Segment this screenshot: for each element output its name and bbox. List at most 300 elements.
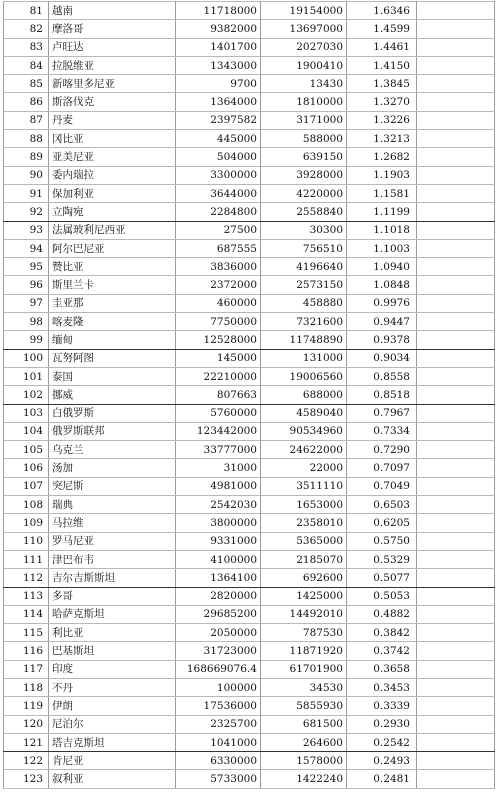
rank-cell: 108 — [4, 496, 49, 514]
value-2-cell: 5855930 — [261, 697, 347, 715]
ratio-cell: 0.6503 — [347, 496, 417, 514]
value-1-cell: 33777000 — [176, 441, 261, 459]
value-2-cell: 756510 — [261, 239, 347, 257]
empty-cell — [417, 605, 495, 623]
empty-cell — [417, 770, 495, 788]
table-row — [4, 514, 495, 532]
empty-cell — [417, 313, 495, 331]
table-row — [4, 624, 495, 642]
country-name-cell: 亚美尼亚 — [49, 148, 176, 166]
empty-cell — [417, 349, 495, 367]
value-2-cell: 19006560 — [261, 367, 347, 385]
table-row — [4, 38, 495, 56]
ratio-cell: 1.3226 — [347, 111, 417, 129]
empty-cell — [417, 459, 495, 477]
ratio-cell: 0.7049 — [347, 477, 417, 495]
country-name-cell: 肯尼亚 — [49, 752, 176, 770]
ratio-cell: 0.5750 — [347, 532, 417, 550]
country-name-cell: 塔吉克斯坦 — [49, 733, 176, 751]
table-row — [4, 75, 495, 93]
value-1-cell: 123442000 — [176, 422, 261, 440]
country-name-cell: 新喀里多尼亚 — [49, 75, 176, 93]
value-1-cell: 29685200 — [176, 605, 261, 623]
country-name-cell: 斯里兰卡 — [49, 276, 176, 294]
value-2-cell: 1810000 — [261, 93, 347, 111]
table-row — [4, 56, 495, 74]
ratio-cell: 1.0848 — [347, 276, 417, 294]
table-row — [4, 148, 495, 166]
empty-cell — [417, 386, 495, 404]
country-name-cell: 哈萨克斯坦 — [49, 605, 176, 623]
rank-cell: 116 — [4, 642, 49, 660]
country-name-cell: 喀麦隆 — [49, 313, 176, 331]
ratio-cell: 1.3845 — [347, 75, 417, 93]
table-row — [4, 203, 495, 221]
rank-cell: 118 — [4, 678, 49, 696]
value-2-cell: 787530 — [261, 624, 347, 642]
value-1-cell: 27500 — [176, 221, 261, 239]
empty-cell — [417, 294, 495, 312]
ratio-cell: 0.5077 — [347, 569, 417, 587]
ratio-cell: 0.2481 — [347, 770, 417, 788]
value-2-cell: 19154000 — [261, 2, 347, 20]
country-name-cell: 挪威 — [49, 386, 176, 404]
table-row — [4, 550, 495, 568]
table-row — [4, 642, 495, 660]
rank-cell: 92 — [4, 203, 49, 221]
rank-cell: 84 — [4, 56, 49, 74]
country-name-cell: 阿尔巴尼亚 — [49, 239, 176, 257]
rank-cell: 82 — [4, 20, 49, 38]
value-2-cell: 2027030 — [261, 38, 347, 56]
value-2-cell: 1900410 — [261, 56, 347, 74]
rank-cell: 120 — [4, 715, 49, 733]
ratio-cell: 1.6346 — [347, 2, 417, 20]
rank-cell: 109 — [4, 514, 49, 532]
value-2-cell: 2185070 — [261, 550, 347, 568]
value-2-cell: 11748890 — [261, 331, 347, 349]
value-1-cell: 3836000 — [176, 258, 261, 276]
value-2-cell: 681500 — [261, 715, 347, 733]
ratio-cell: 1.1003 — [347, 239, 417, 257]
value-1-cell: 3300000 — [176, 166, 261, 184]
empty-cell — [417, 532, 495, 550]
table-row — [4, 166, 495, 184]
country-name-cell: 圭亚那 — [49, 294, 176, 312]
country-name-cell: 伊朗 — [49, 697, 176, 715]
value-1-cell: 17536000 — [176, 697, 261, 715]
rank-cell: 97 — [4, 294, 49, 312]
ratio-cell: 0.7290 — [347, 441, 417, 459]
ratio-cell: 0.2542 — [347, 733, 417, 751]
table-row — [4, 752, 495, 770]
empty-cell — [417, 258, 495, 276]
table-row — [4, 660, 495, 678]
country-name-cell: 尼泊尔 — [49, 715, 176, 733]
value-2-cell: 90534960 — [261, 422, 347, 440]
ratio-cell: 0.9034 — [347, 349, 417, 367]
rank-cell: 98 — [4, 313, 49, 331]
table-row — [4, 459, 495, 477]
value-1-cell: 687555 — [176, 239, 261, 257]
value-1-cell: 2372000 — [176, 276, 261, 294]
empty-cell — [417, 587, 495, 605]
value-2-cell: 264600 — [261, 733, 347, 751]
table-row — [4, 697, 495, 715]
empty-cell — [417, 569, 495, 587]
rank-cell: 99 — [4, 331, 49, 349]
table-row — [4, 770, 495, 788]
empty-cell — [417, 496, 495, 514]
rank-cell: 122 — [4, 752, 49, 770]
table-row — [4, 367, 495, 385]
table-row — [4, 313, 495, 331]
empty-cell — [417, 239, 495, 257]
value-2-cell: 30300 — [261, 221, 347, 239]
rank-cell: 96 — [4, 276, 49, 294]
rank-cell: 86 — [4, 93, 49, 111]
rank-cell: 100 — [4, 349, 49, 367]
value-1-cell: 31000 — [176, 459, 261, 477]
value-1-cell: 22210000 — [176, 367, 261, 385]
table-row — [4, 2, 495, 20]
value-2-cell: 4589040 — [261, 404, 347, 422]
rank-cell: 123 — [4, 770, 49, 788]
ratio-cell: 0.4882 — [347, 605, 417, 623]
empty-cell — [417, 20, 495, 38]
value-1-cell: 1343000 — [176, 56, 261, 74]
value-1-cell: 7750000 — [176, 313, 261, 331]
value-2-cell: 22000 — [261, 459, 347, 477]
table-row — [4, 20, 495, 38]
value-2-cell: 34530 — [261, 678, 347, 696]
ratio-cell: 0.2930 — [347, 715, 417, 733]
value-1-cell: 31723000 — [176, 642, 261, 660]
table-row — [4, 184, 495, 202]
ratio-cell: 0.3339 — [347, 697, 417, 715]
empty-cell — [417, 148, 495, 166]
ratio-cell: 0.7097 — [347, 459, 417, 477]
ratio-cell: 1.2682 — [347, 148, 417, 166]
table-row — [4, 733, 495, 751]
ratio-cell: 1.0940 — [347, 258, 417, 276]
value-1-cell: 2542030 — [176, 496, 261, 514]
value-1-cell: 9331000 — [176, 532, 261, 550]
country-name-cell: 多哥 — [49, 587, 176, 605]
value-2-cell: 5365000 — [261, 532, 347, 550]
empty-cell — [417, 514, 495, 532]
ratio-cell: 1.3270 — [347, 93, 417, 111]
value-2-cell: 1425000 — [261, 587, 347, 605]
value-1-cell: 9700 — [176, 75, 261, 93]
ratio-cell: 1.4599 — [347, 20, 417, 38]
rank-cell: 83 — [4, 38, 49, 56]
ratio-cell: 0.7967 — [347, 404, 417, 422]
ratio-cell: 1.4461 — [347, 38, 417, 56]
empty-cell — [417, 184, 495, 202]
value-2-cell: 639150 — [261, 148, 347, 166]
value-2-cell: 688000 — [261, 386, 347, 404]
empty-cell — [417, 477, 495, 495]
empty-cell — [417, 715, 495, 733]
ratio-cell: 0.2493 — [347, 752, 417, 770]
country-name-cell: 罗马尼亚 — [49, 532, 176, 550]
table-row — [4, 294, 495, 312]
ratio-cell: 1.1903 — [347, 166, 417, 184]
value-1-cell: 2284800 — [176, 203, 261, 221]
value-2-cell: 61701900 — [261, 660, 347, 678]
empty-cell — [417, 550, 495, 568]
empty-cell — [417, 276, 495, 294]
value-2-cell: 13430 — [261, 75, 347, 93]
rank-cell: 85 — [4, 75, 49, 93]
value-1-cell: 1041000 — [176, 733, 261, 751]
table-row — [4, 532, 495, 550]
table-row — [4, 239, 495, 257]
value-1-cell: 445000 — [176, 130, 261, 148]
rank-cell: 93 — [4, 221, 49, 239]
empty-cell — [417, 404, 495, 422]
table-row — [4, 349, 495, 367]
country-name-cell: 越南 — [49, 2, 176, 20]
value-1-cell: 11718000 — [176, 2, 261, 20]
table-row — [4, 441, 495, 459]
value-1-cell: 2325700 — [176, 715, 261, 733]
rank-cell: 91 — [4, 184, 49, 202]
ratio-cell: 0.6205 — [347, 514, 417, 532]
rank-cell: 110 — [4, 532, 49, 550]
country-name-cell: 冈比亚 — [49, 130, 176, 148]
rank-cell: 89 — [4, 148, 49, 166]
table-body — [4, 2, 495, 789]
rank-cell: 102 — [4, 386, 49, 404]
value-2-cell: 458880 — [261, 294, 347, 312]
country-name-cell: 白俄罗斯 — [49, 404, 176, 422]
value-1-cell: 4981000 — [176, 477, 261, 495]
empty-cell — [417, 624, 495, 642]
rank-cell: 121 — [4, 733, 49, 751]
value-1-cell: 2050000 — [176, 624, 261, 642]
country-name-cell: 印度 — [49, 660, 176, 678]
ratio-cell: 0.3742 — [347, 642, 417, 660]
rank-cell: 113 — [4, 587, 49, 605]
ratio-cell: 1.4150 — [347, 56, 417, 74]
value-2-cell: 692600 — [261, 569, 347, 587]
table-row — [4, 130, 495, 148]
value-2-cell: 11871920 — [261, 642, 347, 660]
value-2-cell: 3928000 — [261, 166, 347, 184]
ratio-cell: 0.3658 — [347, 660, 417, 678]
empty-cell — [417, 130, 495, 148]
country-name-cell: 津巴布韦 — [49, 550, 176, 568]
value-1-cell: 12528000 — [176, 331, 261, 349]
rank-cell: 104 — [4, 422, 49, 440]
country-name-cell: 俄罗斯联邦 — [49, 422, 176, 440]
value-2-cell: 1653000 — [261, 496, 347, 514]
table-row — [4, 276, 495, 294]
ratio-cell: 0.7334 — [347, 422, 417, 440]
value-1-cell: 3644000 — [176, 184, 261, 202]
country-name-cell: 拉脱维亚 — [49, 56, 176, 74]
ratio-cell: 1.1018 — [347, 221, 417, 239]
rank-cell: 94 — [4, 239, 49, 257]
country-name-cell: 委内瑞拉 — [49, 166, 176, 184]
country-name-cell: 乌克兰 — [49, 441, 176, 459]
value-2-cell: 3171000 — [261, 111, 347, 129]
table-row — [4, 258, 495, 276]
country-data-table — [3, 1, 495, 789]
rank-cell: 90 — [4, 166, 49, 184]
empty-cell — [417, 642, 495, 660]
country-name-cell: 立陶宛 — [49, 203, 176, 221]
rank-cell: 115 — [4, 624, 49, 642]
ratio-cell: 0.5329 — [347, 550, 417, 568]
empty-cell — [417, 697, 495, 715]
country-name-cell: 瓦努阿图 — [49, 349, 176, 367]
table-row — [4, 605, 495, 623]
value-1-cell: 5760000 — [176, 404, 261, 422]
value-2-cell: 24622000 — [261, 441, 347, 459]
ratio-cell: 0.5053 — [347, 587, 417, 605]
table-row — [4, 422, 495, 440]
ratio-cell: 0.3842 — [347, 624, 417, 642]
rank-cell: 119 — [4, 697, 49, 715]
empty-cell — [417, 422, 495, 440]
value-2-cell: 1422240 — [261, 770, 347, 788]
table-row — [4, 496, 495, 514]
rank-cell: 107 — [4, 477, 49, 495]
country-name-cell: 不丹 — [49, 678, 176, 696]
value-1-cell: 1364100 — [176, 569, 261, 587]
country-name-cell: 保加利亚 — [49, 184, 176, 202]
rank-cell: 114 — [4, 605, 49, 623]
value-2-cell: 3511110 — [261, 477, 347, 495]
value-1-cell: 5733000 — [176, 770, 261, 788]
table-row — [4, 404, 495, 422]
value-1-cell: 1401700 — [176, 38, 261, 56]
value-2-cell: 14492010 — [261, 605, 347, 623]
value-1-cell: 6330000 — [176, 752, 261, 770]
table-row — [4, 569, 495, 587]
rank-cell: 95 — [4, 258, 49, 276]
country-name-cell: 叙利亚 — [49, 770, 176, 788]
empty-cell — [417, 2, 495, 20]
empty-cell — [417, 733, 495, 751]
country-name-cell: 赞比亚 — [49, 258, 176, 276]
empty-cell — [417, 660, 495, 678]
value-2-cell: 13697000 — [261, 20, 347, 38]
value-1-cell: 2397582 — [176, 111, 261, 129]
empty-cell — [417, 75, 495, 93]
value-1-cell: 3800000 — [176, 514, 261, 532]
value-2-cell: 2573150 — [261, 276, 347, 294]
value-1-cell: 460000 — [176, 294, 261, 312]
value-1-cell: 145000 — [176, 349, 261, 367]
rank-cell: 112 — [4, 569, 49, 587]
rank-cell: 88 — [4, 130, 49, 148]
rank-cell: 87 — [4, 111, 49, 129]
ratio-cell: 0.9378 — [347, 331, 417, 349]
empty-cell — [417, 56, 495, 74]
country-name-cell: 法属玻利尼西亚 — [49, 221, 176, 239]
table-row — [4, 386, 495, 404]
table-row — [4, 331, 495, 349]
empty-cell — [417, 203, 495, 221]
ratio-cell: 1.1581 — [347, 184, 417, 202]
value-2-cell: 2558840 — [261, 203, 347, 221]
country-name-cell: 吉尔吉斯斯坦 — [49, 569, 176, 587]
table-row — [4, 715, 495, 733]
value-1-cell: 9382000 — [176, 20, 261, 38]
table-row — [4, 477, 495, 495]
table-row — [4, 93, 495, 111]
empty-cell — [417, 678, 495, 696]
empty-cell — [417, 166, 495, 184]
country-name-cell: 汤加 — [49, 459, 176, 477]
ratio-cell: 0.8558 — [347, 367, 417, 385]
value-1-cell: 4100000 — [176, 550, 261, 568]
country-name-cell: 利比亚 — [49, 624, 176, 642]
country-name-cell: 摩洛哥 — [49, 20, 176, 38]
table-row — [4, 111, 495, 129]
value-2-cell: 7321600 — [261, 313, 347, 331]
table-row — [4, 587, 495, 605]
value-2-cell: 1578000 — [261, 752, 347, 770]
value-2-cell: 4220000 — [261, 184, 347, 202]
country-name-cell: 突尼斯 — [49, 477, 176, 495]
rank-cell: 106 — [4, 459, 49, 477]
value-2-cell: 2358010 — [261, 514, 347, 532]
rank-cell: 117 — [4, 660, 49, 678]
table-row — [4, 221, 495, 239]
empty-cell — [417, 93, 495, 111]
country-name-cell: 马拉维 — [49, 514, 176, 532]
rank-cell: 103 — [4, 404, 49, 422]
ratio-cell: 0.8518 — [347, 386, 417, 404]
empty-cell — [417, 38, 495, 56]
country-name-cell: 泰国 — [49, 367, 176, 385]
country-name-cell: 巴基斯坦 — [49, 642, 176, 660]
ratio-cell: 1.1199 — [347, 203, 417, 221]
table-row — [4, 678, 495, 696]
rank-cell: 101 — [4, 367, 49, 385]
value-1-cell: 2820000 — [176, 587, 261, 605]
country-name-cell: 瑞典 — [49, 496, 176, 514]
empty-cell — [417, 752, 495, 770]
empty-cell — [417, 441, 495, 459]
ratio-cell: 0.3453 — [347, 678, 417, 696]
value-2-cell: 4196640 — [261, 258, 347, 276]
ratio-cell: 0.9447 — [347, 313, 417, 331]
empty-cell — [417, 331, 495, 349]
country-name-cell: 丹麦 — [49, 111, 176, 129]
rank-cell: 81 — [4, 2, 49, 20]
rank-cell: 105 — [4, 441, 49, 459]
value-1-cell: 504000 — [176, 148, 261, 166]
value-1-cell: 807663 — [176, 386, 261, 404]
value-1-cell: 100000 — [176, 678, 261, 696]
empty-cell — [417, 367, 495, 385]
country-name-cell: 缅甸 — [49, 331, 176, 349]
ratio-cell: 0.9976 — [347, 294, 417, 312]
country-name-cell: 斯洛伐克 — [49, 93, 176, 111]
value-2-cell: 131000 — [261, 349, 347, 367]
value-2-cell: 588000 — [261, 130, 347, 148]
empty-cell — [417, 221, 495, 239]
value-1-cell: 168669076.4 — [176, 660, 261, 678]
empty-cell — [417, 111, 495, 129]
rank-cell: 111 — [4, 550, 49, 568]
